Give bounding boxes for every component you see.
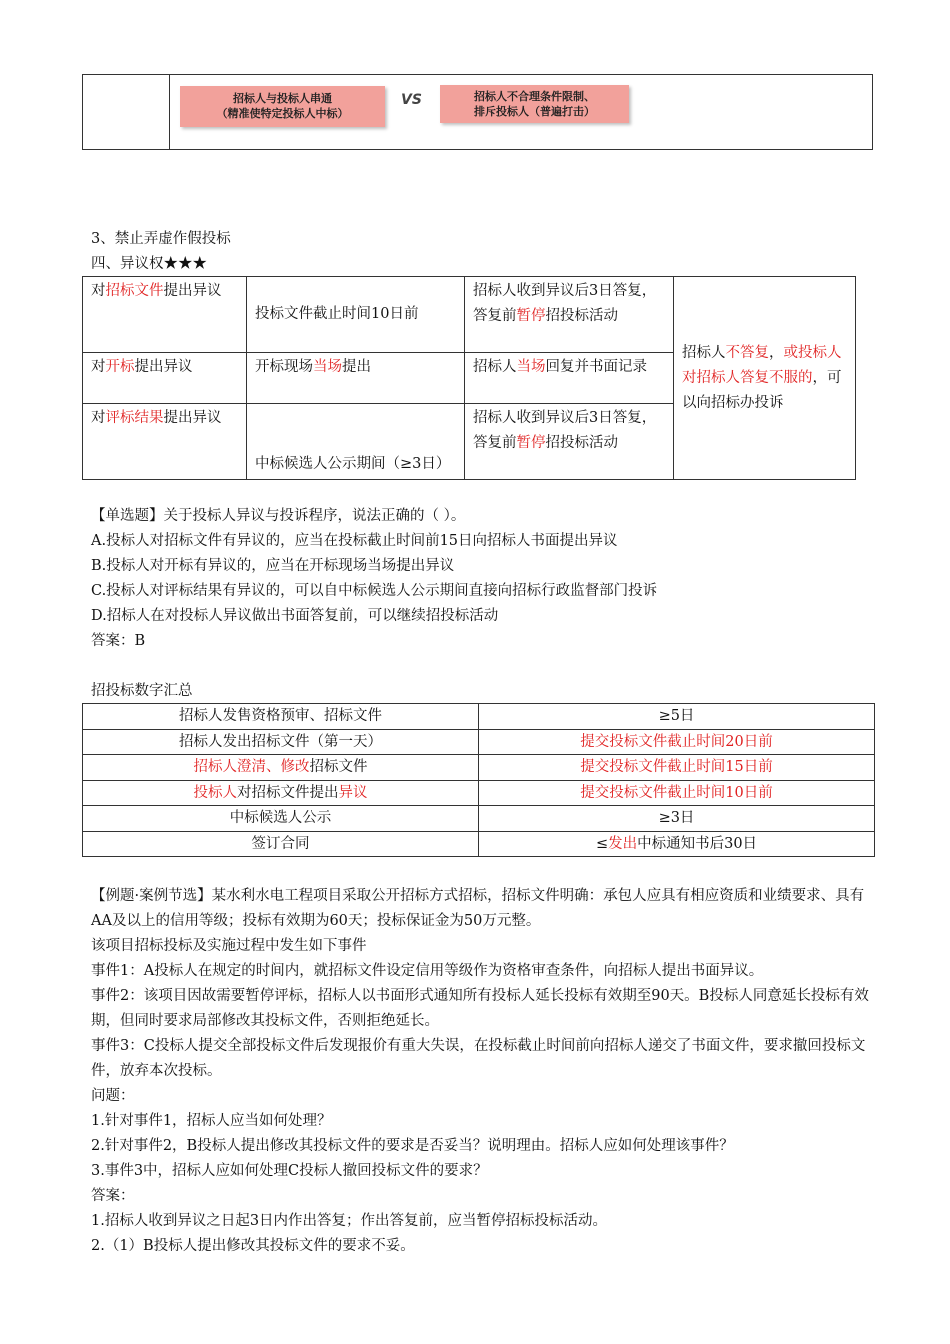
summary-value: 提交投标文件截止时间15日前 <box>479 755 875 781</box>
summary-title: 招投标数字汇总 <box>91 683 193 699</box>
summary-item: 签订合同 <box>83 831 479 857</box>
option-b: B.投标人对开标有异议的，应当在开标现场当场提出异议 <box>91 558 455 574</box>
table-row <box>83 755 875 781</box>
heading-4: 四、异议权★★★ <box>91 256 207 272</box>
summary-item: 招标人澄清、修改招标文件 <box>83 755 479 781</box>
objection-target-cell: 对开标提出异议 <box>83 353 247 404</box>
complaint-cell: 招标人不答复，或投标人对招标人答复不服的，可以向招标办投诉 <box>674 277 856 480</box>
summary-item: 招标人发售资格预审、招标文件 <box>83 704 479 730</box>
table-row <box>83 780 875 806</box>
option-a: A.投标人对招标文件有异议的，应当在投标截止时间前15日向招标人书面提出异议 <box>91 533 618 549</box>
summary-table <box>82 703 875 857</box>
summary-value: ≥5日 <box>479 704 875 730</box>
answer-2: 2.（1）B投标人提出修改其投标文件的要求不妥。 <box>91 1238 415 1254</box>
objection-time-cell: 投标文件截止时间10日前 <box>247 277 465 353</box>
comparison-table <box>82 74 873 150</box>
summary-value: 提交投标文件截止时间20日前 <box>479 729 875 755</box>
option-c: C.投标人对评标结果有异议的，可以自中标候选人公示期间直接向招标行政监督部门投诉 <box>91 583 658 599</box>
objection-response-cell: 招标人收到异议后3日答复，答复前暂停招投标活动 <box>465 404 674 480</box>
question-stem: 【单选题】关于投标人异议与投诉程序，说法正确的（ ）。 <box>91 508 466 524</box>
answer-label: 答案： <box>91 1188 135 1204</box>
summary-item: 中标候选人公示 <box>83 806 479 832</box>
objection-target-cell: 对招标文件提出异议 <box>83 277 247 353</box>
table-row <box>83 806 875 832</box>
objection-table <box>82 276 856 480</box>
collusion-box-line1: 招标人与投标人串通 <box>233 92 332 105</box>
event-1: 事件1：A投标人在规定的时间内，就招标文件设定信用等级作为资格审查条件，向招标人提出书面异议。 <box>91 963 764 979</box>
case-paragraph-2: 该项目招标投标及实施过程中发生如下事件 <box>91 938 367 954</box>
restriction-box-line1: 招标人不合理条件限制、 <box>474 90 595 103</box>
restriction-box-line2: 排斥投标人（普遍打击） <box>474 105 595 118</box>
table-row <box>83 704 875 730</box>
table-row <box>83 831 875 857</box>
question-answer: 答案：B <box>91 633 146 649</box>
question-1: 1.针对事件1，招标人应当如何处理？ <box>91 1113 332 1129</box>
option-d: D.招标人在对投标人异议做出书面答复前，可以继续招投标活动 <box>91 608 499 624</box>
table-row <box>83 729 875 755</box>
summary-item: 招标人发出招标文件（第一天） <box>83 729 479 755</box>
objection-time-cell: 开标现场当场提出 <box>247 353 465 404</box>
summary-value: 提交投标文件截止时间10日前 <box>479 780 875 806</box>
objection-response-cell: 招标人收到异议后3日答复，答复前暂停招投标活动 <box>465 277 674 353</box>
summary-item: 投标人对招标文件提出异议 <box>83 780 479 806</box>
heading-3: 3、禁止弄虚作假投标 <box>91 231 231 247</box>
collusion-box <box>180 86 385 127</box>
vs-label: VS <box>401 92 422 108</box>
collusion-box-line2: （精准使特定投标人中标） <box>216 107 349 120</box>
question-3: 3.事件3中，招标人应如何处理C投标人撤回投标文件的要求？ <box>91 1163 488 1179</box>
question-2: 2.针对事件2，B投标人提出修改其投标文件的要求是否妥当？说明理由。招标人应如何处理该事件？ <box>91 1138 734 1154</box>
objection-time-cell: 中标候选人公示期间（≥3日） <box>247 404 465 480</box>
answer-1: 1.招标人收到异议之日起3日内作出答复；作出答复前，应当暂停招标投标活动。 <box>91 1213 608 1229</box>
event-3: 事件3：C投标人提交全部投标文件后发现报价有重大失误，在投标截止时间前向招标人递交了书面文件，要求撤回投标文件，放弃本次投标。 <box>91 1038 866 1079</box>
table-row <box>83 277 856 353</box>
restriction-box <box>440 85 629 123</box>
questions-label: 问题： <box>91 1088 135 1104</box>
table-divider <box>169 75 170 149</box>
objection-target-cell: 对评标结果提出异议 <box>83 404 247 480</box>
event-2: 事件2：该项目因故需要暂停评标，招标人以书面形式通知所有投标人延长投标有效期至90天。B投标人同意延长投标有效期，但同时要求局部修改其投标文件，否则拒绝延长。 <box>91 988 869 1029</box>
summary-value: ≥3日 <box>479 806 875 832</box>
objection-response-cell: 招标人当场回复并书面记录 <box>465 353 674 404</box>
summary-value: ≤发出中标通知书后30日 <box>479 831 875 857</box>
case-paragraph-1: 【例题·案例节选】某水利水电工程项目采取公开招标方式招标，招标文件明确：承包人应具有相应资质和业绩要求、具有AA及以上的信用等级；投标有效期为60天；投标保证金为50万元整。 <box>91 888 865 929</box>
